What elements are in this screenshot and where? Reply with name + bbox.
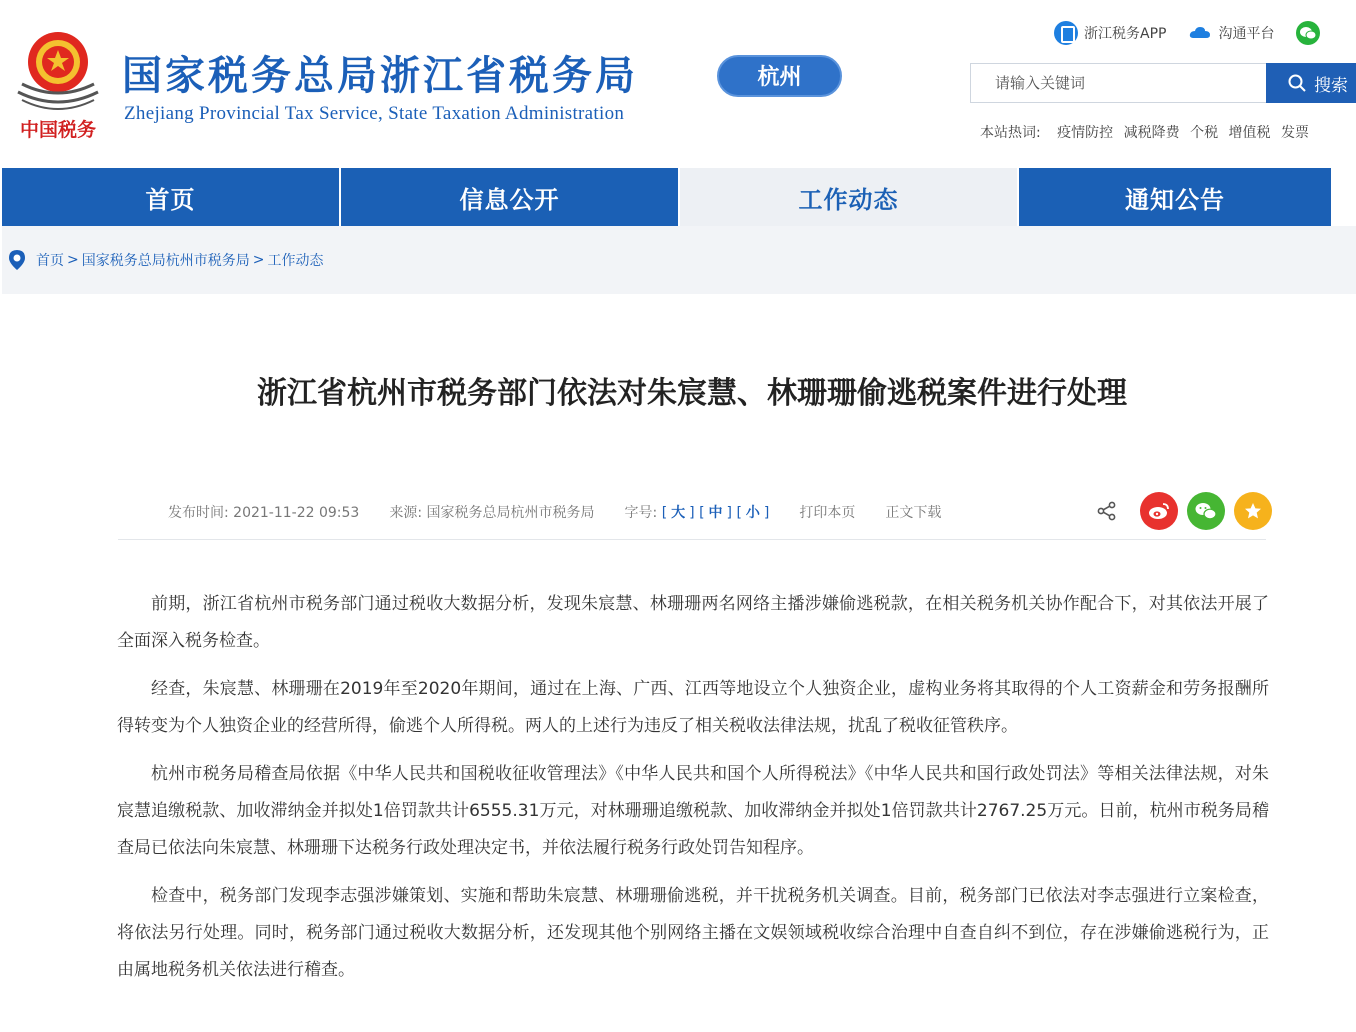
breadcrumb-item-current[interactable]: 工作动态: [267, 253, 324, 269]
article-body: [117, 586, 1269, 1000]
font-size-label: 字号:: [624, 505, 658, 521]
search-button[interactable]: [1266, 63, 1356, 103]
mobile-app-icon: [1054, 21, 1078, 45]
nav-item-notices[interactable]: 通知公告: [1019, 168, 1331, 226]
hot-word[interactable]: 疫情防控: [1057, 125, 1114, 141]
main-nav: [2, 168, 1356, 226]
article-paragraph: 检查中，税务部门发现李志强涉嫌策划、实施和帮助朱宸慧、林珊珊偷逃税，并干扰税务机关调查。目前，税务部门已依法对李志强进行立案检查，将依法另行处理。同时，税务部门通过税收大数据分析，还发现其他个别网络主播在文娱领域税收综合治理中自查自纠不到位，存在涉嫌偷逃税行为，正由属地税务机关依法进行稽查。: [117, 886, 1269, 980]
site-title: 国家税务总局浙江省税务局: [122, 52, 638, 99]
share-icon[interactable]: [1097, 501, 1117, 521]
favorite-button[interactable]: [1234, 492, 1272, 530]
breadcrumb-item-home[interactable]: 首页: [36, 253, 64, 269]
search-button-label: 搜索: [1314, 75, 1348, 96]
tax-emblem-logo[interactable]: [12, 22, 104, 142]
top-link-app[interactable]: [1054, 21, 1166, 45]
breadcrumb-item-bureau[interactable]: 国家税务总局杭州市税务局: [81, 253, 250, 269]
search-icon: [1288, 74, 1306, 92]
cloud-icon: [1188, 21, 1212, 45]
location-pin-icon: [8, 249, 26, 271]
breadcrumb-separator: >: [67, 252, 79, 268]
hot-word[interactable]: 减税降费: [1123, 125, 1180, 141]
article-paragraph: 前期，浙江省杭州市税务部门通过税收大数据分析，发现朱宸慧、林珊珊两名网络主播涉嫌偷逃税款，在相关税务机关协作配合下，对其依法开展了全面深入税务检查。: [117, 594, 1269, 651]
favorite-star-icon: [1243, 501, 1263, 521]
breadcrumb-separator: >: [252, 252, 265, 268]
site-header: [0, 0, 1356, 168]
nav-item-home[interactable]: 首页: [2, 168, 339, 226]
source-value: 国家税务总局杭州市税务局: [426, 505, 595, 521]
svg-text:中国税务: 中国税务: [19, 119, 97, 141]
publish-label: 发布时间:: [168, 505, 229, 521]
search-box: [970, 63, 1266, 103]
city-badge[interactable]: 杭州: [717, 55, 842, 97]
article-paragraph: 经查，朱宸慧、林珊珊在2019年至2020年期间，通过在上海、广西、江西等地设立个人独资企业，虚构业务将其取得的个人工资薪金和劳务报酬所得转变为个人独资企业的经营所得，偷逃个人所得税。两人的上述行为违反了相关税收法律法规，扰乱了税收征管秩序。: [117, 679, 1269, 736]
publish-value: 2021-11-22 09:53: [233, 505, 360, 521]
article-paragraph: 杭州市税务局稽查局依据《中华人民共和国税收征收管理法》《中华人民共和国个人所得税法》《中华人民共和国行政处罚法》等相关法律法规，对朱宸慧追缴税款、加收滞纳金并拟处1倍罚款共计6555.31万元，对林珊珊追缴税款、加收滞纳金并拟处1倍罚款共计2767.25万元。日前，杭州市税务局稽查局已依法向朱宸慧、林珊珊下达税务行政处理决定书，并依法履行税务行政处罚告知程序。: [117, 764, 1269, 858]
font-size-large[interactable]: 大: [671, 505, 686, 521]
search-input[interactable]: [971, 64, 1266, 102]
hot-word[interactable]: 发票: [1280, 125, 1309, 141]
article-title: 浙江省杭州市税务部门依法对朱宸慧、林珊珊偷逃税案件进行处理: [257, 376, 1127, 411]
article-source: [389, 502, 594, 522]
nav-item-work-news[interactable]: 工作动态: [680, 168, 1017, 226]
breadcrumb: [2, 226, 1356, 294]
share-area: [1097, 492, 1272, 530]
meta-divider: [118, 539, 1266, 540]
hot-word[interactable]: 增值税: [1228, 125, 1271, 141]
print-link[interactable]: 打印本页: [799, 505, 856, 521]
source-label: 来源:: [389, 505, 423, 521]
top-link-wechat[interactable]: [1296, 21, 1326, 45]
weibo-icon: [1147, 501, 1171, 521]
top-link-communication[interactable]: [1188, 21, 1274, 45]
wechat-icon: [1296, 21, 1320, 45]
publish-time: [168, 502, 359, 522]
wechat-icon: [1194, 501, 1218, 521]
hot-word[interactable]: 个税: [1190, 125, 1219, 141]
top-links: [1054, 18, 1348, 48]
nav-item-info-disclosure[interactable]: 信息公开: [341, 168, 678, 226]
site-subtitle: Zhejiang Provincial Tax Service, State Taxation Administration: [124, 103, 625, 124]
top-link-label: 浙江税务APP: [1084, 26, 1167, 42]
font-size-medium[interactable]: 中: [708, 505, 723, 521]
font-size-small[interactable]: 小: [745, 505, 760, 521]
font-size-switcher: 字号: [ 大 ] [ 中 ] [ 小 ]: [624, 505, 770, 521]
top-link-label: 沟通平台: [1218, 26, 1275, 42]
weibo-share-button[interactable]: [1140, 492, 1178, 530]
hot-words-label: 本站热词:: [980, 125, 1041, 141]
download-link[interactable]: 正文下载: [885, 505, 942, 521]
hot-words: [980, 122, 1315, 142]
wechat-share-button[interactable]: [1187, 492, 1225, 530]
